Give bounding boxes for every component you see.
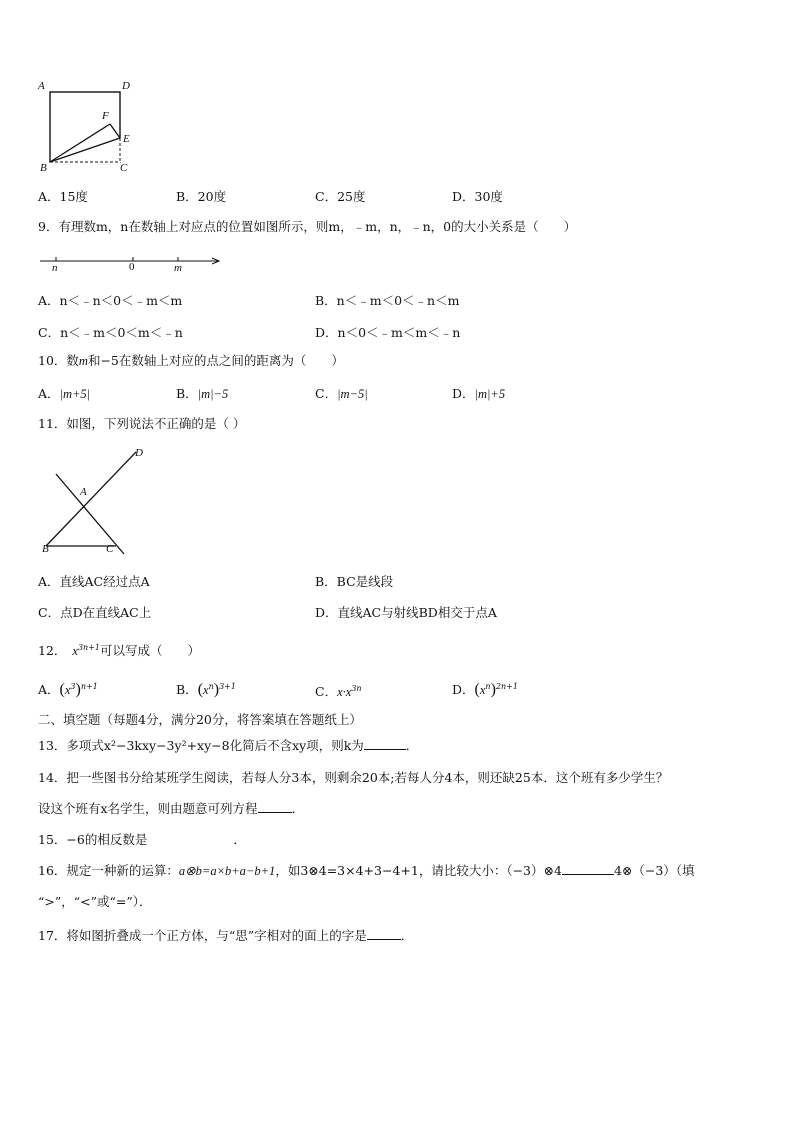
q16-answer-blank[interactable] — [562, 874, 614, 875]
q12-tail: 可以写成（ ） — [100, 643, 201, 659]
number-line — [38, 252, 224, 276]
q9-option-c[interactable]: C．n＜﹣m＜0＜m＜﹣n — [38, 325, 183, 340]
q9-stem: 9．有理数m，n在数轴上对应点的位置如图所示，则m，﹣m，n，﹣n，0的大小关系是（ ） — [38, 219, 577, 234]
q12-number: 12． — [38, 643, 67, 659]
q17-post: ． — [400, 928, 414, 943]
q12-inner-exp: 3 — [70, 681, 76, 691]
q12-outer-exp: 3+1 — [219, 681, 236, 691]
label-d: D — [135, 447, 143, 459]
lines-diagram — [36, 446, 148, 558]
square-figure — [36, 78, 136, 176]
q16-text-pre: 16．规定一种新的运算： — [38, 863, 179, 878]
q17 — [38, 928, 413, 944]
q11-option-b[interactable]: B．BC是线段 — [315, 574, 394, 589]
q11-option-a[interactable]: A．直线AC经过点A — [38, 574, 150, 589]
q15 — [38, 832, 246, 848]
q12-exp: 3n+1 — [77, 643, 101, 652]
q11-option-d[interactable]: D．直线AC与射线BD相交于点A — [315, 605, 497, 620]
q12-option-letter: C． — [315, 684, 338, 699]
q14-line1: 14．把一些图书分给某班学生阅读，若每人分3本，则剩余20本;若每人分4本，则还缺25本．这个班有多少学生？ — [38, 770, 669, 785]
label-c: C — [106, 543, 114, 555]
label-c: C — [120, 162, 128, 174]
q8-option-c[interactable]: C．25度 — [315, 189, 366, 204]
q16-rule: a⊗b=a×b+a−b+1 — [178, 864, 276, 878]
q10-option-letter: A． — [38, 386, 60, 401]
q10-option-d[interactable] — [452, 384, 505, 402]
q12-option-d[interactable]: D．$(x^n)^{2n+1}$ — [452, 681, 518, 698]
q12-inner: x — [64, 683, 71, 697]
q15-text: 15．−6的相反数是 — [38, 832, 148, 847]
q10-option-c[interactable] — [315, 384, 368, 402]
q14-line2 — [38, 801, 304, 817]
q11-option-c[interactable]: C．点D在直线AC上 — [38, 605, 152, 620]
q16-line1 — [38, 863, 695, 879]
q10-option-expr: |m−5| — [337, 387, 368, 401]
q16-text-mid: ，如3⊗4=3×4+3−4+1，请比较大小：（−3）⊗4 — [275, 863, 562, 878]
q10-option-expr: |m+5| — [59, 387, 91, 401]
q14-answer-blank[interactable] — [258, 812, 292, 813]
q10-option-expr: |m|+5 — [474, 387, 506, 401]
section-heading: 二、填空题（每题4分，满分20分，将答案填在答题纸上） — [38, 712, 362, 727]
label-a: A — [38, 80, 45, 92]
q13-text: 13．多项式x²−3kxy−3y²+xy−8化简后不含xy项，则k为 — [38, 738, 364, 753]
q12-option-letter: D． — [452, 682, 475, 697]
q13-post: ． — [405, 738, 419, 753]
q9-option-d[interactable]: D．n＜0＜﹣m＜m＜﹣n — [315, 325, 461, 340]
q10-stem-pre: 10．数 — [38, 353, 79, 368]
label-b: B — [40, 162, 47, 174]
q12-inner: x — [203, 683, 209, 697]
q10-option-a[interactable] — [38, 384, 90, 402]
q12-exp: 3n — [351, 683, 362, 693]
axis-label-zero: 0 — [129, 261, 135, 273]
q12-base: x — [72, 644, 78, 659]
q13-answer-blank[interactable] — [364, 749, 406, 750]
q14-post: ． — [291, 801, 305, 816]
label-e: E — [123, 133, 130, 145]
label-b: B — [42, 543, 49, 555]
q12-option-c[interactable] — [315, 682, 362, 700]
q8-option-d[interactable]: D．30度 — [452, 189, 503, 204]
q17-text: 17．将如图折叠成一个正方体，与“思”字相对的面上的字是 — [38, 928, 367, 943]
q17-answer-blank[interactable] — [367, 939, 401, 940]
q9-option-b[interactable]: B．n＜﹣m＜0＜﹣n＜m — [315, 293, 460, 308]
q10-stem — [38, 353, 344, 369]
lines-figure — [36, 446, 148, 558]
axis-label-n: n — [52, 262, 58, 274]
q13 — [38, 738, 418, 754]
q12-option-letter: B． — [176, 682, 198, 697]
q10-option-letter: B． — [176, 386, 198, 401]
q12-option-letter: A． — [38, 682, 60, 697]
q12-inner-exp: n — [485, 681, 491, 691]
q14-text: 设这个班有x名学生，则由题意可列方程 — [38, 801, 258, 816]
q16-text-post: 4⊗（−3）（填 — [613, 863, 695, 878]
q12-option-b[interactable]: B．$(x^n)^{3+1}$ — [176, 681, 236, 698]
q12-expr: x·x — [337, 685, 352, 699]
q12-outer-exp: n+1 — [80, 681, 98, 691]
q9-option-a[interactable]: A．n＜﹣n＜0＜﹣m＜m — [38, 293, 183, 308]
q8-option-a[interactable]: A．15度 — [38, 189, 88, 204]
q11-stem: 11．如图，下列说法不正确的是（ ） — [38, 416, 246, 431]
q10-option-b[interactable] — [176, 384, 228, 402]
q10-stem-var: m — [78, 354, 88, 368]
q12-stem — [38, 640, 200, 659]
q10-stem-post: 和−5在数轴上对应的点之间的距离为（ ） — [87, 353, 344, 368]
q10-option-letter: D． — [452, 386, 475, 401]
axis-label-m: m — [174, 262, 182, 274]
q16-line2: “>”，“<”或“=”）． — [38, 894, 152, 909]
label-f: F — [102, 110, 109, 122]
q10-option-letter: C． — [315, 386, 338, 401]
q12-outer-exp: 2n+1 — [495, 681, 518, 691]
label-d: D — [122, 80, 130, 92]
q15-post: ． — [233, 832, 246, 847]
label-a: A — [80, 486, 87, 498]
q10-option-expr: |m|−5 — [197, 387, 229, 401]
q12-inner-exp: n — [208, 681, 214, 691]
q12-option-a[interactable]: A．$(x^3)^{n+1}$ — [38, 681, 98, 698]
q12-inner: x — [479, 683, 486, 697]
q8-option-b[interactable]: B．20度 — [176, 189, 227, 204]
